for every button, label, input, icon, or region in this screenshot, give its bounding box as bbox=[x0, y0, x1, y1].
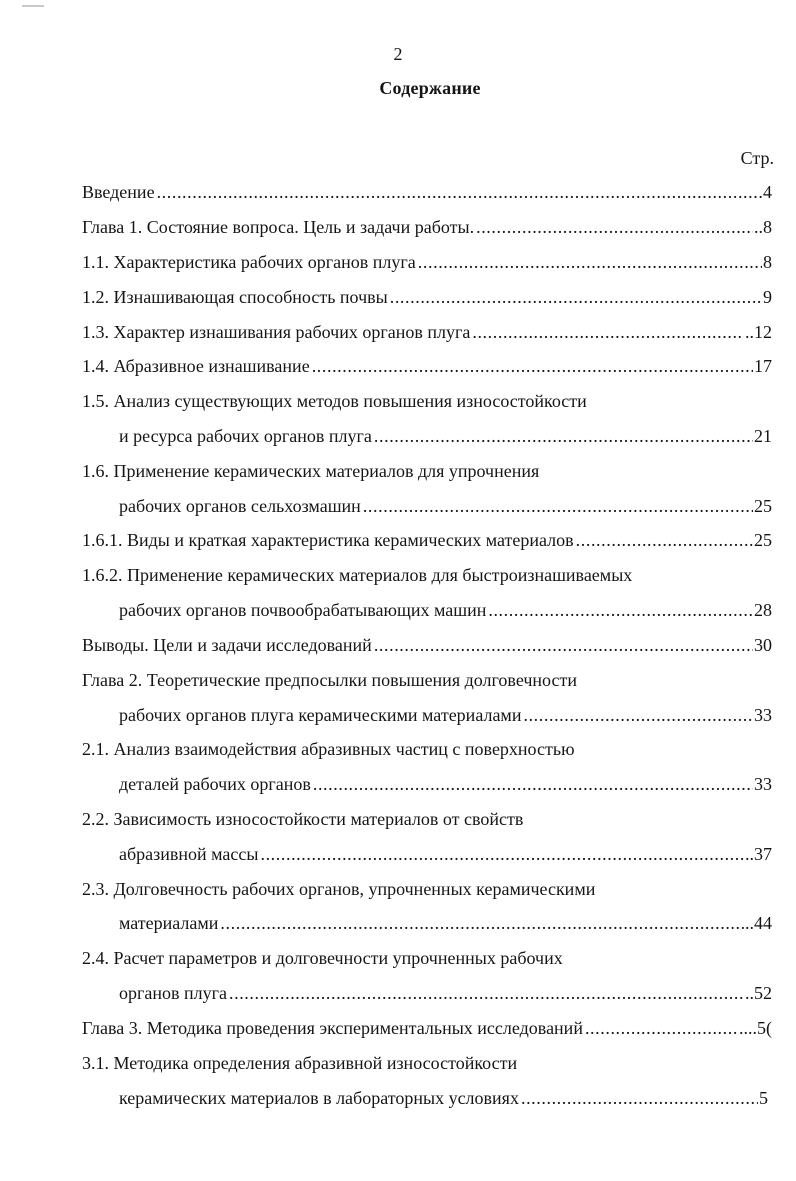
toc-entry-title: рабочих органов плуга керамическими материалами bbox=[119, 705, 522, 725]
toc-entry-title: 3.1. Методика определения абразивной износостойкости bbox=[82, 1053, 518, 1073]
toc-leader bbox=[470, 320, 744, 344]
page-title: Содержание bbox=[379, 78, 481, 98]
toc-entry-chapter-3 bbox=[82, 1016, 772, 1040]
page-column-header: Стр. bbox=[740, 148, 774, 168]
toc-entry-title: 1.6.2. Применение керамических материалов для быстроизнашиваемых bbox=[82, 565, 633, 585]
toc-entry-page: 33 bbox=[754, 705, 772, 725]
toc-entry-title: 2.4. Расчет параметров и долговечности упрочненных рабочих bbox=[82, 948, 563, 968]
toc-leader bbox=[416, 250, 762, 274]
toc-entry-page: ....5( bbox=[739, 1018, 772, 1038]
toc-entry-page: ..12 bbox=[745, 322, 772, 342]
toc-entry-2-4-line-1 bbox=[82, 946, 772, 970]
toc-entry-title: 2.2. Зависимость износостойкости материалов от свойств bbox=[82, 809, 524, 829]
toc-leader bbox=[372, 633, 753, 657]
toc-entry-title: 2.1. Анализ взаимодействия абразивных частиц с поверхностью bbox=[82, 739, 575, 759]
toc-entry-2-3-line-2 bbox=[119, 911, 772, 935]
toc-entry-title: органов плуга bbox=[119, 983, 227, 1003]
toc-leader bbox=[258, 842, 744, 866]
toc-entry-page: 25 bbox=[754, 496, 772, 516]
toc-entry-page: ..52 bbox=[745, 983, 772, 1003]
toc-entry-introduction bbox=[82, 180, 772, 204]
toc-entry-title: 1.6. Применение керамических материалов для упрочнения bbox=[82, 461, 540, 481]
toc-leader bbox=[361, 494, 753, 518]
toc-leader bbox=[227, 981, 744, 1005]
toc-entry-page: 21 bbox=[754, 426, 772, 446]
toc-entry-page: 8 bbox=[763, 252, 772, 272]
toc-entry-chapter-1 bbox=[82, 215, 772, 239]
toc-entry-1-5-line-1 bbox=[82, 389, 772, 413]
toc-entry-title: 1.3. Характер изнашивания рабочих органов плуга bbox=[82, 322, 471, 342]
toc-entry-title: 1.5. Анализ существующих методов повышения износостойкости bbox=[82, 391, 587, 411]
toc-entry-2-1-line-2 bbox=[119, 772, 772, 796]
toc-entry-title: Глава 1. Состояние вопроса. Цель и задачи работы. bbox=[82, 217, 475, 237]
toc-entry-conclusions bbox=[82, 633, 772, 657]
toc-entry-page: 33 bbox=[754, 774, 772, 794]
toc-leader bbox=[574, 528, 753, 552]
toc-entry-title: 2.3. Долговечность рабочих органов, упрочненных керамическими bbox=[82, 879, 596, 899]
toc-entry-title: и ресурса рабочих органов плуга bbox=[119, 426, 372, 446]
toc-entry-1-6-2-line-2 bbox=[119, 598, 772, 622]
toc-entry-1-3 bbox=[82, 320, 772, 344]
toc-entry-page: ..8 bbox=[754, 217, 772, 237]
toc-entry-title: Глава 2. Теоретические предпосылки повышения долговечности bbox=[82, 670, 577, 690]
toc-entry-title: 1.6.1. Виды и краткая характеристика керамических материалов bbox=[82, 530, 574, 550]
toc-entry-page: 30 bbox=[754, 635, 772, 655]
toc-leader bbox=[474, 215, 753, 239]
page-number: 2 bbox=[393, 44, 403, 64]
toc-entry-page: 28 bbox=[754, 600, 772, 620]
toc-entry-1-6-1 bbox=[82, 528, 772, 552]
toc-leader bbox=[155, 180, 762, 204]
toc-entry-title: 1.2. Изнашивающая способность почвы bbox=[82, 287, 388, 307]
toc-entry-title: Глава 3. Методика проведения экспериментальных исследований bbox=[82, 1018, 583, 1038]
toc-entry-page: 17 bbox=[754, 356, 772, 376]
toc-leader bbox=[311, 772, 753, 796]
toc-entry-title: Введение bbox=[82, 182, 155, 202]
toc-leader bbox=[310, 354, 753, 378]
toc-entry-page: ..44 bbox=[745, 913, 772, 933]
toc-entry-1-6-line-1 bbox=[82, 459, 772, 483]
toc-leader bbox=[521, 703, 753, 727]
toc-entry-title: 1.1. Характеристика рабочих органов плуга bbox=[82, 252, 416, 272]
toc-entry-title: рабочих органов почвообрабатывающих машин bbox=[119, 600, 487, 620]
toc-entry-title: материалами bbox=[119, 913, 219, 933]
toc-entry-title: керамических материалов в лабораторных условиях bbox=[119, 1088, 519, 1108]
toc-entry-page: 4 bbox=[763, 182, 772, 202]
toc-entry-2-2-line-2 bbox=[119, 842, 772, 866]
toc-leader bbox=[486, 598, 753, 622]
toc-leader bbox=[583, 1016, 738, 1040]
toc-entry-title: 1.4. Абразивное изнашивание bbox=[82, 356, 310, 376]
toc-entry-1-2 bbox=[82, 285, 772, 309]
toc-entry-1-6-2-line-1 bbox=[82, 563, 772, 587]
toc-entry-title: рабочих органов сельхозмашин bbox=[119, 496, 361, 516]
toc-entry-3-1-line-2 bbox=[119, 1086, 768, 1110]
toc-entry-page: 9 bbox=[763, 287, 772, 307]
toc-entry-1-4 bbox=[82, 354, 772, 378]
toc-leader bbox=[218, 911, 744, 935]
toc-entry-1-6-line-2 bbox=[119, 494, 772, 518]
toc-leader bbox=[519, 1086, 758, 1110]
scan-artifact bbox=[22, 0, 44, 7]
toc-entry-2-4-line-2 bbox=[119, 981, 772, 1005]
toc-entry-chapter-2-line-2 bbox=[119, 703, 772, 727]
toc-entry-page: 5 bbox=[759, 1088, 768, 1108]
toc-entry-title: Выводы. Цели и задачи исследований bbox=[82, 635, 372, 655]
toc-leader bbox=[388, 285, 762, 309]
toc-entry-2-2-line-1 bbox=[82, 807, 772, 831]
toc-entry-2-1-line-1 bbox=[82, 737, 772, 761]
toc-entry-1-5-line-2 bbox=[119, 424, 772, 448]
toc-entry-page: 25 bbox=[754, 530, 772, 550]
toc-entry-3-1-line-1 bbox=[82, 1051, 772, 1075]
toc-entry-title: деталей рабочих органов bbox=[119, 774, 311, 794]
toc-entry-chapter-2-line-1 bbox=[82, 668, 772, 692]
toc-entry-title: абразивной массы bbox=[119, 844, 259, 864]
toc-entry-2-3-line-1 bbox=[82, 877, 772, 901]
toc-entry-1-1 bbox=[82, 250, 772, 274]
toc-entry-page: ..37 bbox=[745, 844, 772, 864]
toc-leader bbox=[372, 424, 753, 448]
